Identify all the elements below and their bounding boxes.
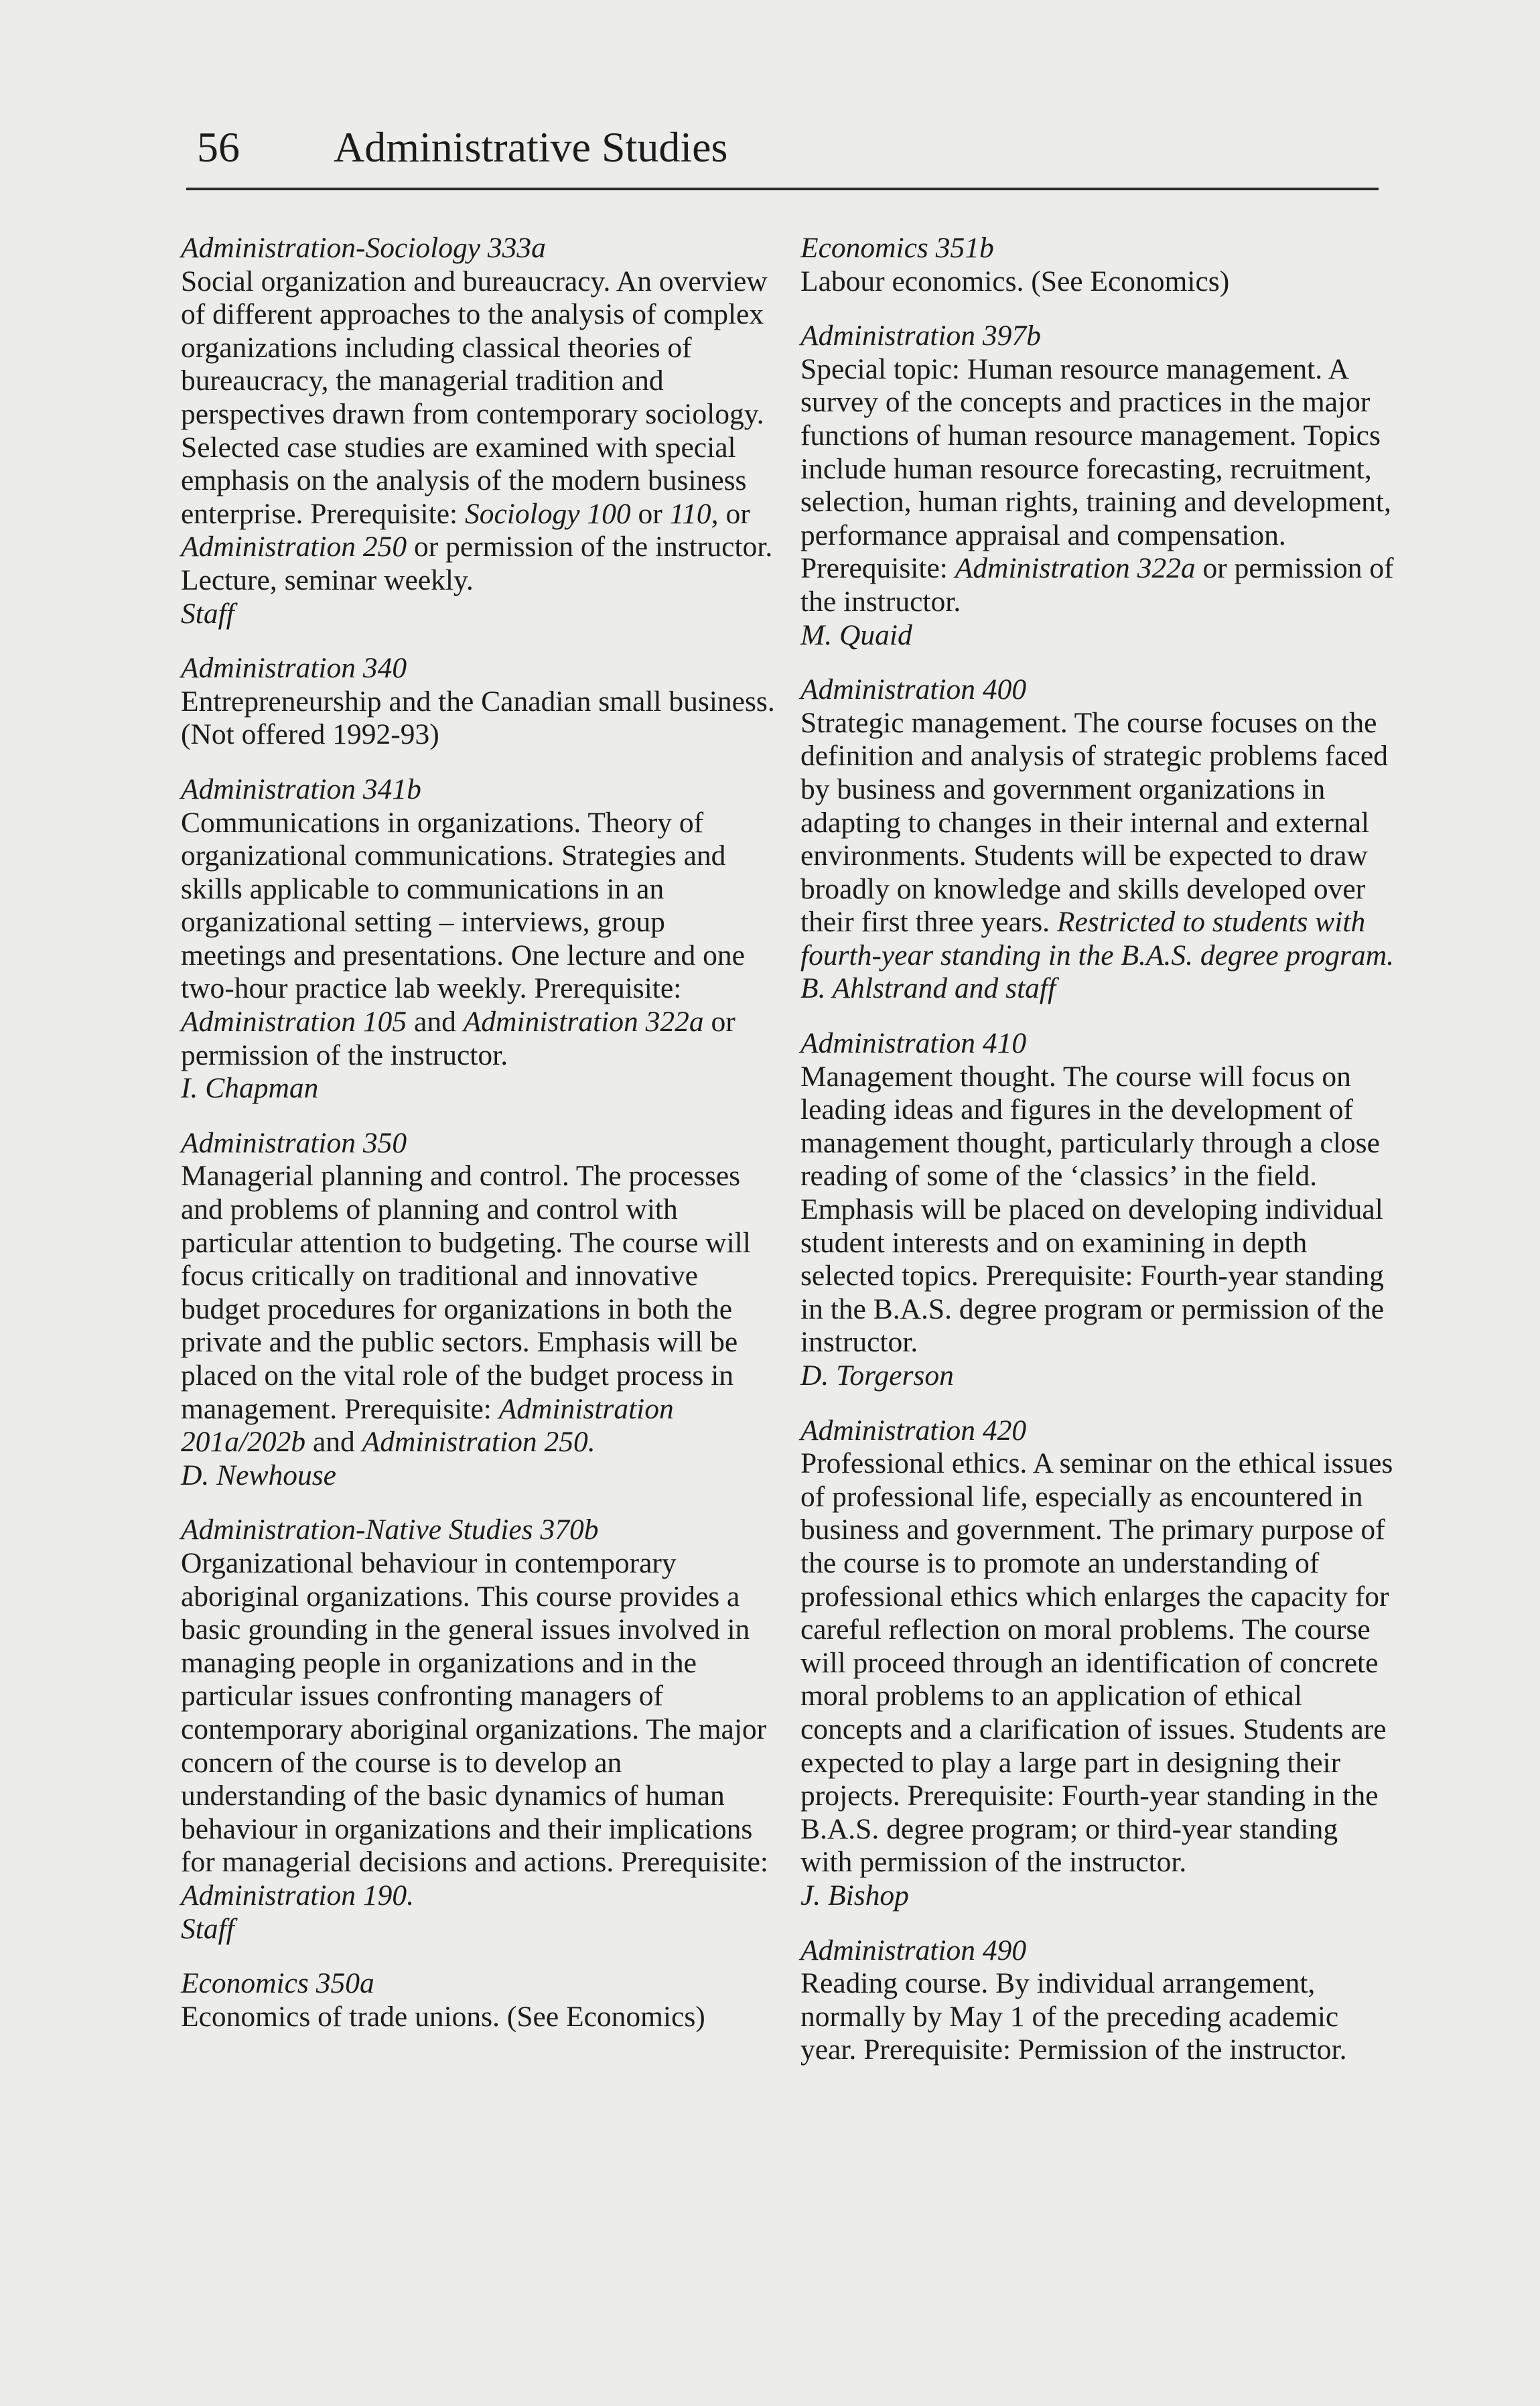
course-entry <box>181 652 777 752</box>
page-number: 56 <box>197 123 240 171</box>
description-text: Special topic: Human resource management. A survey of the concepts and practices in the major functions of human resource management. Topics include human resource forecasting, recruitment, selection, human rights, training and development, performance appraisal and compensation. Prerequisite: <box>800 352 1391 585</box>
course-description <box>800 1061 1397 1359</box>
description-text: or <box>630 497 670 530</box>
course-instructor: J. Bishop <box>800 1879 909 1912</box>
course-entry <box>800 1027 1397 1393</box>
course-instructor: Staff <box>181 1912 234 1945</box>
course-entry <box>800 320 1397 652</box>
course-reference: Administration 201a/202b <box>181 1392 674 1459</box>
course-description <box>181 2001 777 2034</box>
course-entry <box>800 1934 1397 2067</box>
course-entry <box>181 1514 777 1946</box>
header-rule <box>186 188 1379 190</box>
description-text: or permission of the instructor. Lecture, seminar weekly. <box>181 531 773 596</box>
course-title: Administration 340 <box>181 652 407 685</box>
course-reference: Administration 322a <box>463 1006 704 1039</box>
course-reference: Sociology 100 <box>464 497 631 530</box>
course-description <box>800 1447 1397 1879</box>
course-title: Administration 350 <box>181 1126 407 1159</box>
course-instructor: I. Chapman <box>181 1072 319 1105</box>
description-text: and <box>407 1006 464 1039</box>
course-instructor: D. Torgerson <box>800 1359 954 1392</box>
course-entry <box>181 232 777 630</box>
course-title: Administration-Sociology 333a <box>181 232 546 264</box>
course-entry <box>800 673 1397 1006</box>
section-title: Administrative Studies <box>334 123 728 171</box>
description-text: Reading course. By individual arrangement, normally by May 1 of the preceding academic year. Prerequisite: Permission of the instructor. <box>800 1967 1347 2066</box>
course-reference: Administration 190. <box>181 1879 415 1912</box>
course-title: Economics 350a <box>181 1967 374 2000</box>
course-instructor: M. Quaid <box>800 618 912 651</box>
description-text: Economics of trade unions. (See Economics) <box>181 2000 705 2033</box>
course-description <box>181 1160 777 1459</box>
course-description <box>800 353 1397 619</box>
course-reference: Administration 250 <box>181 531 407 563</box>
course-description <box>181 265 777 598</box>
course-title: Administration 410 <box>800 1027 1027 1060</box>
course-reference: Administration 250. <box>362 1426 596 1459</box>
description-text: Management thought. The course will focus on leading ideas and figures in the development of management thought, particularly through a close reading of some of the ‘classics’ in the field. Emphasis will be placed on developing individual student interests and on examining in depth selected topics. Prerequisite: Fourth-year standing in the B.A.S. degree program or permission of the instructor. <box>800 1060 1385 1359</box>
description-text: Organizational behaviour in contemporary aboriginal organizations. This course provides a basic grounding in the general issues involved in managing people in organizations and in the particular issues confronting managers of contemporary aboriginal organizations. The major concern of the course is to develop an understanding of the basic dynamics of human behaviour in organizations and their implications for managerial decisions and actions. Prerequisite: <box>181 1546 768 1879</box>
description-text: Labour economics. (See Economics) <box>800 265 1230 297</box>
course-description <box>181 807 777 1073</box>
course-title: Administration 397b <box>800 320 1041 352</box>
right-column <box>800 232 1397 2088</box>
description-text: Social organization and bureaucracy. An overview of different approaches to the analysis of complex organizations including classical theories of bureaucracy, the managerial tradition and perspectives drawn from contemporary sociology. Selected case studies are examined with special emphasis on the analysis of the modern business enterprise. Prerequisite: <box>181 265 768 530</box>
description-text: Strategic management. The course focuses on the definition and analysis of strategic problems faced by business and government organizations in adapting to changes in their internal and external environments. Students will be expected to draw broadly on knowledge and skills developed over their first three years. <box>800 706 1388 939</box>
course-entry <box>181 773 777 1106</box>
course-title: Administration-Native Studies 370b <box>181 1514 599 1546</box>
page-header <box>186 114 1379 194</box>
course-title: Administration 490 <box>800 1934 1027 1966</box>
course-title: Administration 341b <box>181 773 421 805</box>
course-reference: Administration 105 <box>181 1006 407 1039</box>
description-text: or <box>718 497 750 530</box>
course-description <box>800 1967 1397 2067</box>
description-text: Entrepreneurship and the Canadian small business. (Not offered 1992-93) <box>181 685 775 751</box>
course-reference: 110, <box>669 497 719 530</box>
course-entry <box>181 1967 777 2033</box>
description-text: Communications in organizations. Theory of organizational communications. Strategies and skills applicable to communications in an organizational setting – interviews, group meetings and presentations. One lecture and one two-hour practice lab weekly. Prerequisite: <box>181 806 745 1005</box>
course-instructor: Staff <box>181 597 234 630</box>
course-description <box>181 685 777 752</box>
course-entry <box>800 1414 1397 1913</box>
course-description <box>181 1547 777 1913</box>
course-reference: Restricted to students with fourth-year standing in the B.A.S. degree program. <box>800 906 1394 972</box>
course-title: Administration 420 <box>800 1414 1027 1447</box>
description-text: or permission of the instructor. <box>800 552 1394 618</box>
course-title: Administration 400 <box>800 673 1027 706</box>
course-entry <box>181 1127 777 1493</box>
course-title: Economics 351b <box>800 232 994 264</box>
description-text: or permission of the instructor. <box>181 1006 736 1071</box>
left-column <box>181 232 777 2055</box>
course-entry <box>800 232 1397 298</box>
description-text: and <box>305 1426 362 1459</box>
course-reference: Administration 322a <box>955 552 1196 585</box>
description-text: Professional ethics. A seminar on the ethical issues of professional life, especially as encountered in business and government. The primary purpose of the course is to promote an understanding of professional ethics which enlarges the capacity for careful reflection on moral problems. The course will proceed through an identification of concrete moral problems to an application of ethical concepts and a clarification of issues. Students are expected to play a large part in designing their projects. Prerequisite: Fourth-year standing in the B.A.S. degree program; or third-year standing with permission of the instructor. <box>800 1447 1393 1879</box>
course-instructor: B. Ahlstrand and staff <box>800 972 1056 1005</box>
course-description <box>800 707 1397 973</box>
description-text: Managerial planning and control. The processes and problems of planning and control with particular attention to budgeting. The course will focus critically on traditional and innovative budget procedures for organizations in both the private and the public sectors. Emphasis will be placed on the vital role of the budget process in management. Prerequisite: <box>181 1160 751 1425</box>
course-description <box>800 265 1397 299</box>
course-instructor: D. Newhouse <box>181 1459 336 1491</box>
